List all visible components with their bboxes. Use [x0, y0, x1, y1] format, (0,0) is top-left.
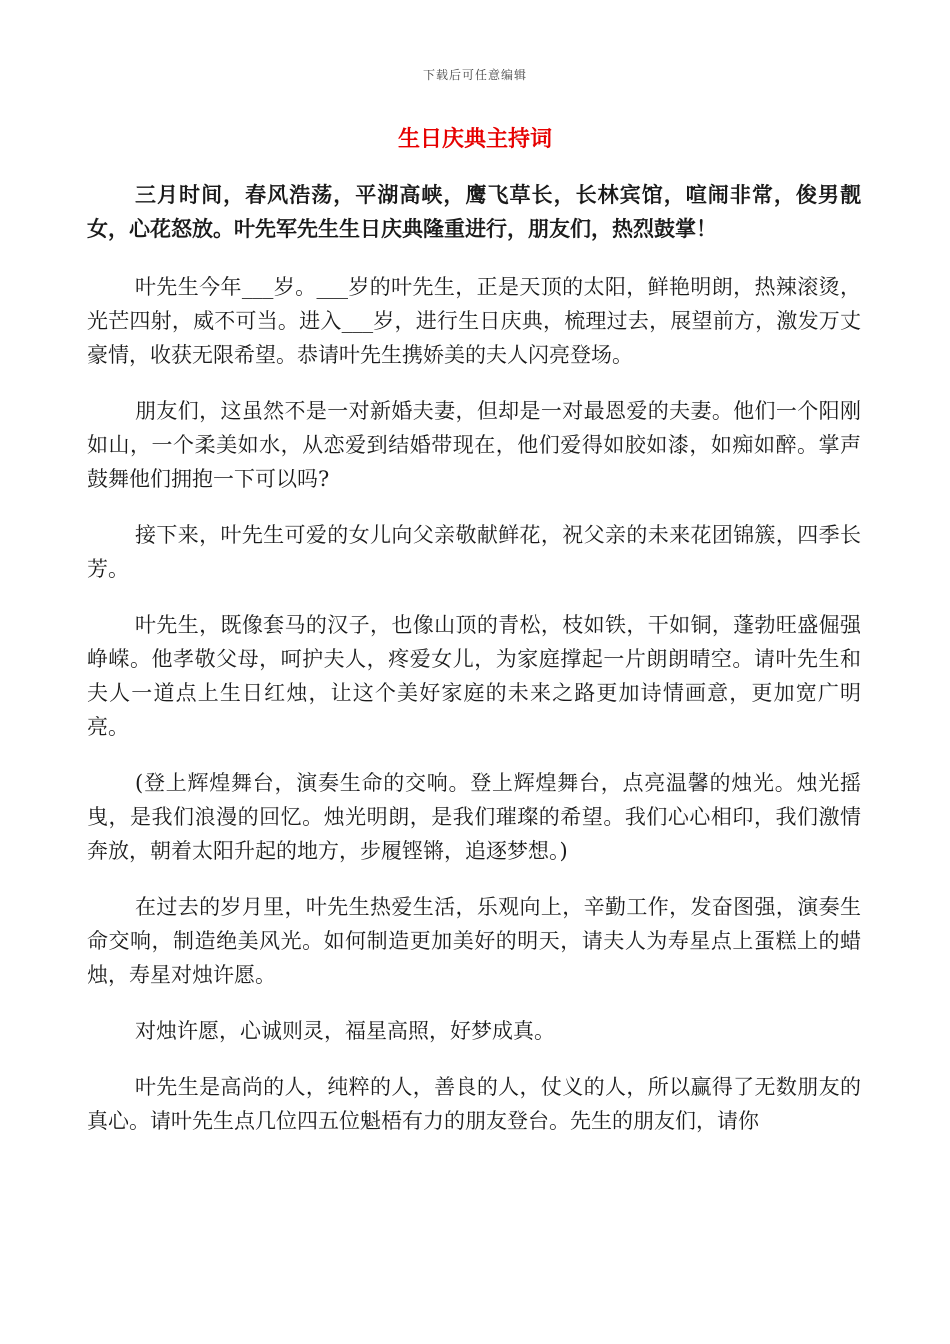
paragraph-stage-note: (登上辉煌舞台，演奏生命的交响。登上辉煌舞台，点亮温馨的烛光。烛光摇曳，是我们浪漫的回忆。烛光明朗，是我们璀璨的希望。我们心心相印，我们激情奔放，朝着太阳升起的地方，步履铿锵，追逐梦想。): [87, 771, 861, 863]
paragraph-cake: 在过去的岁月里，叶先生热爱生活，乐观向上，辛勤工作，发奋图强，演奏生命交响，制造绝美风光。如何制造更加美好的明天，请夫人为寿星点上蛋糕上的蜡烛，寿星对烛许愿。: [87, 895, 861, 987]
header-note: 下载后可任意编辑: [422, 68, 527, 82]
document-body: [87, 178, 861, 1160]
paragraph-daughter: 接下来，叶先生可爱的女儿向父亲敬献鲜花，祝父亲的未来花团锦簇，四季长芳。: [87, 523, 861, 581]
paragraph-wish: 对烛许愿，心诚则灵，福星高照，好梦成真。: [135, 1019, 555, 1043]
paragraph-couple: 朋友们，这虽然不是一对新婚夫妻，但却是一对最恩爱的夫妻。他们一个阳刚如山，一个柔美如水，从恋爱到结婚带现在，他们爱得如胶如漆，如痴如醉。掌声鼓舞他们拥抱一下可以吗?: [87, 399, 861, 491]
document-title: 生日庆典主持词: [397, 127, 552, 152]
paragraph-friends: 叶先生是高尚的人，纯粹的人，善良的人，仗义的人，所以赢得了无数朋友的真心。请叶先生点几位四五位魁梧有力的朋友登台。先生的朋友们，请你: [87, 1075, 861, 1133]
lead-paragraph: 三月时间，春风浩荡，平湖高峡，鹰飞草长，长林宾馆，喧闹非常，俊男靓女，心花怒放。叶先军先生生日庆典隆重进行，朋友们，热烈鼓掌！: [87, 183, 861, 241]
paragraph-age: 叶先生今年___岁。___岁的叶先生，正是天顶的太阳，鲜艳明朗，热辣滚烫，光芒四射，威不可当。进入___岁，进行生日庆典，梳理过去，展望前方，激发万丈豪情，收获无限希望。恭请叶先生携娇美的夫人闪亮登场。: [87, 275, 861, 367]
paragraph-candles: 叶先生，既像套马的汉子，也像山顶的青松，枝如铁，干如铜，蓬勃旺盛倔强峥嵘。他孝敬父母，呵护夫人，疼爱女儿，为家庭撑起一片朗朗晴空。请叶先生和夫人一道点上生日红烛，让这个美好家庭的未来之路更加诗情画意，更加宽广明亮。: [87, 613, 861, 739]
